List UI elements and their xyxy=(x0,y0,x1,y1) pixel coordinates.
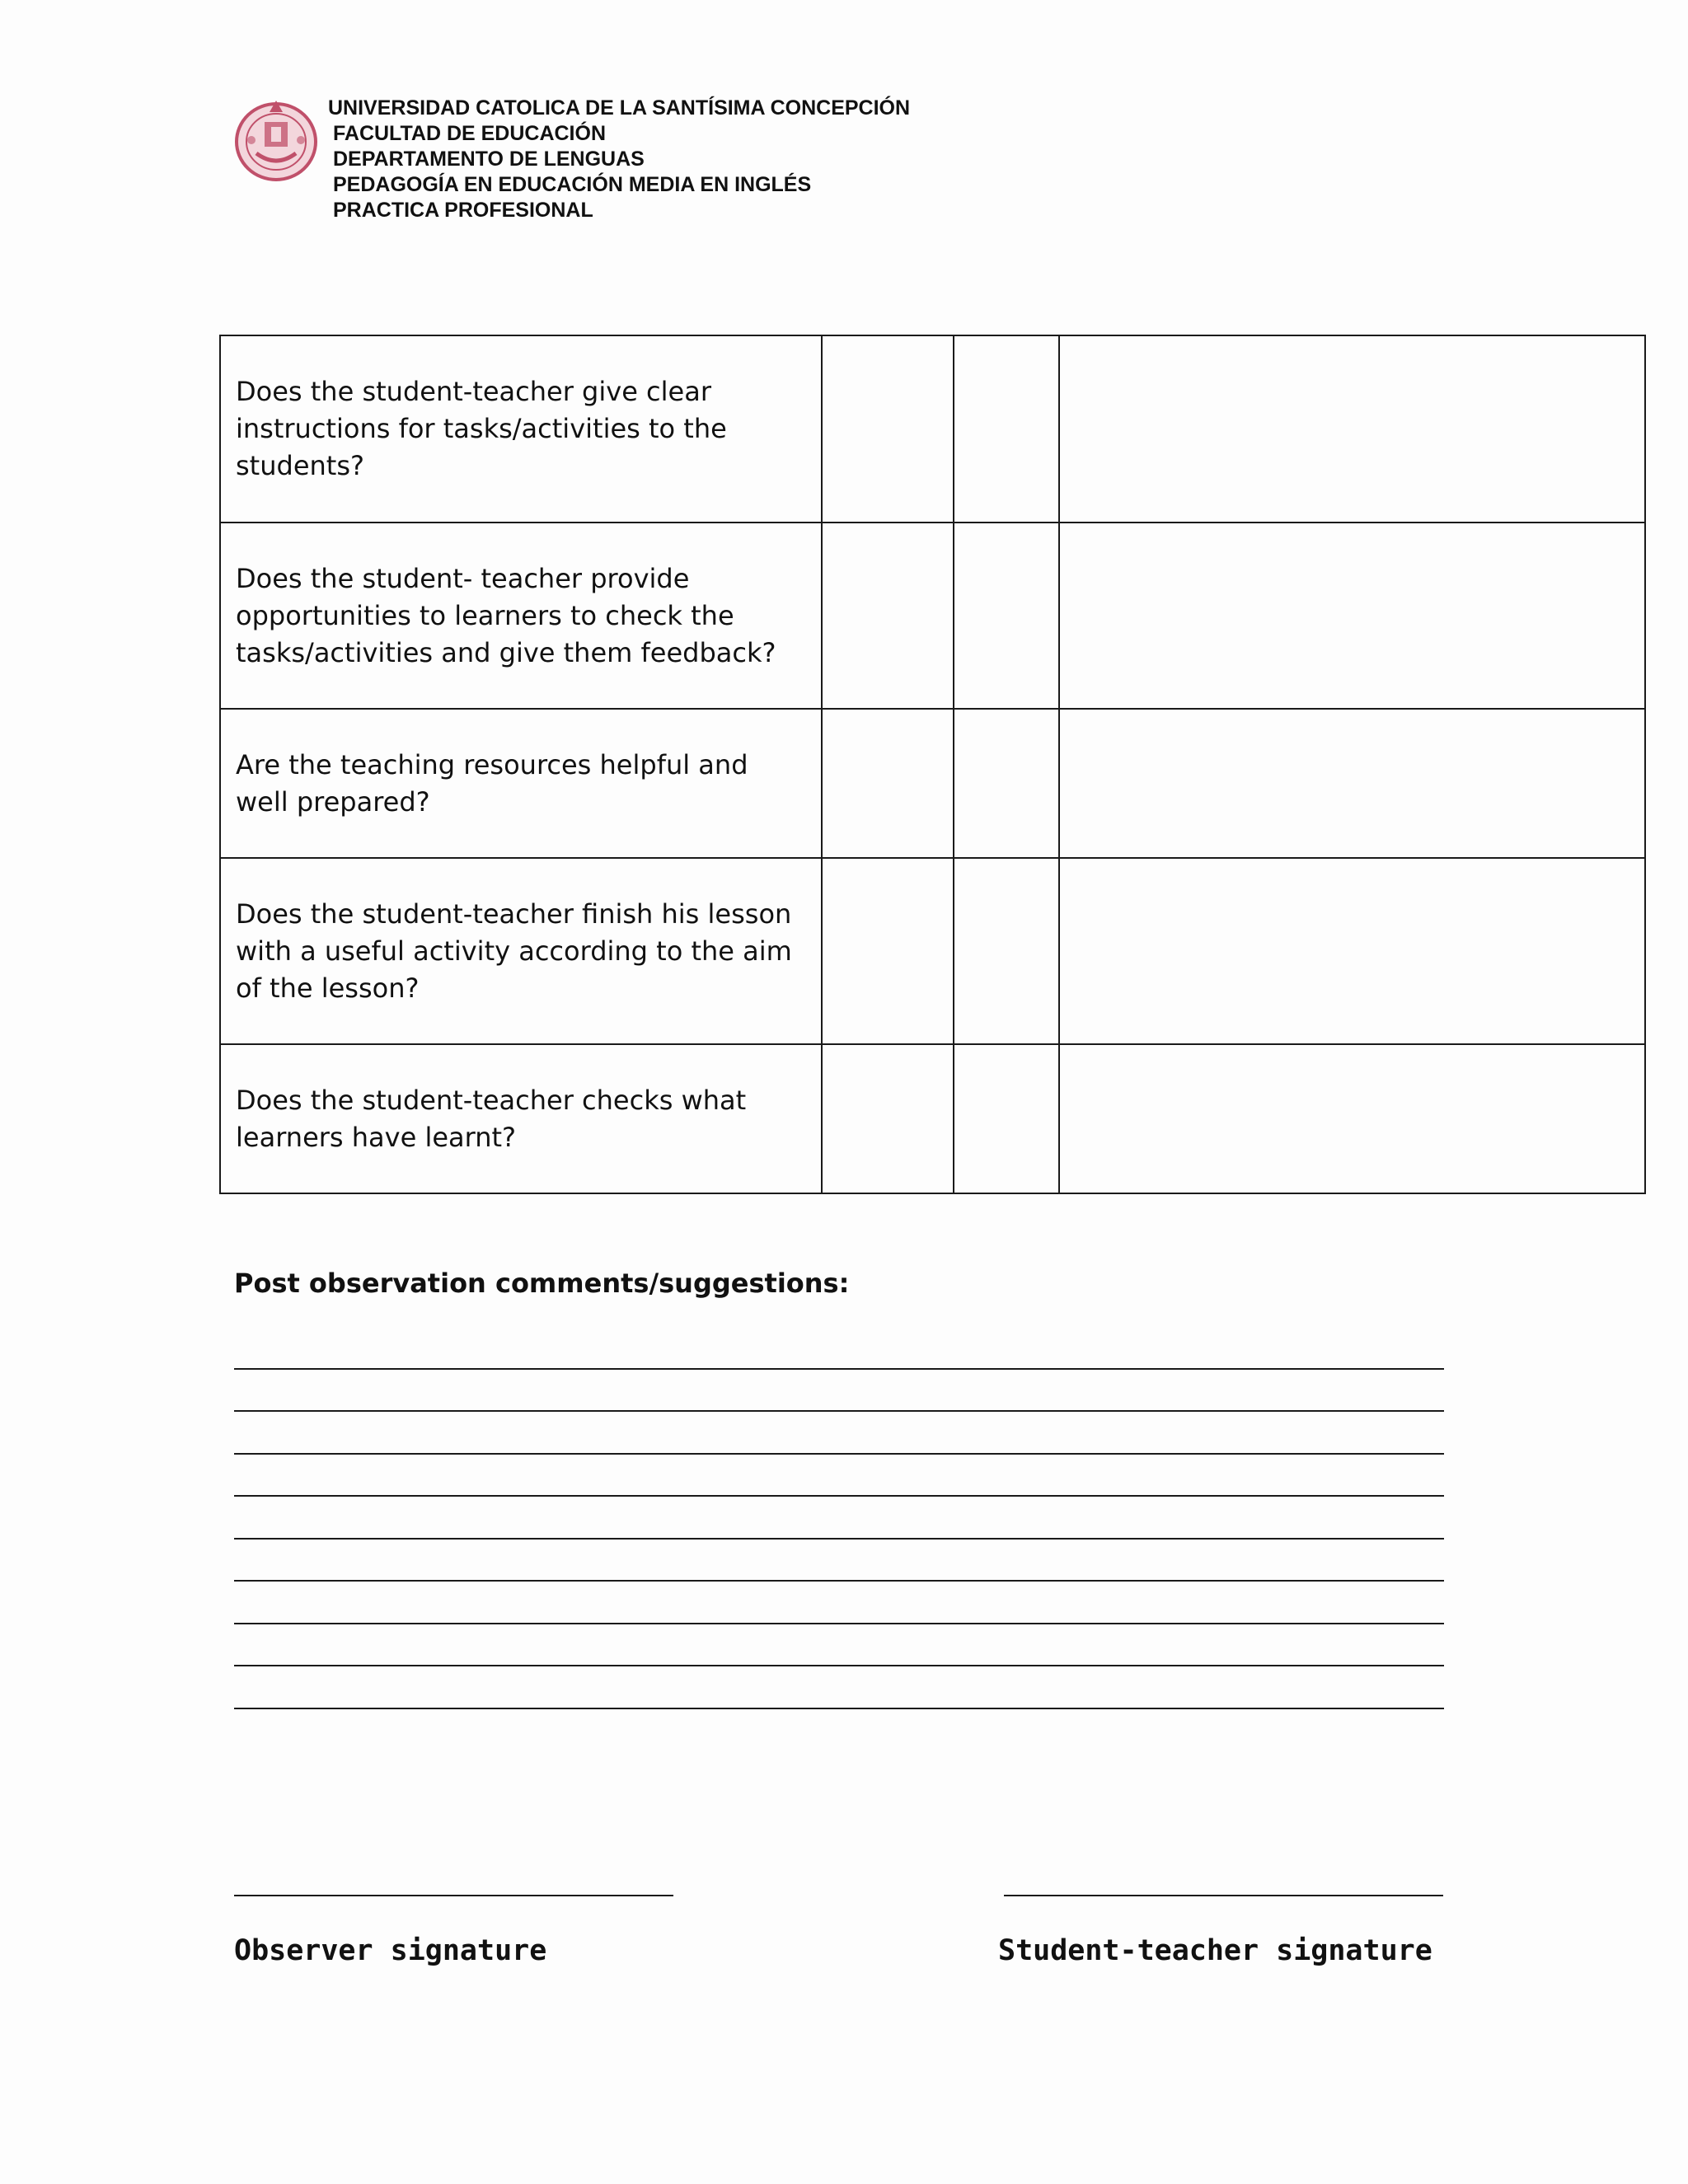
department-name: DEPARTAMENTO DE LENGUAS xyxy=(333,148,645,171)
course-name: PRACTICA PROFESIONAL xyxy=(333,199,593,222)
comment-line[interactable] xyxy=(234,1368,1444,1370)
comment-line[interactable] xyxy=(234,1665,1444,1666)
comments-cell[interactable] xyxy=(1059,709,1645,858)
rating-cell-2[interactable] xyxy=(954,335,1059,523)
evaluation-table xyxy=(219,335,1646,1194)
comments-label: Post observation comments/suggestions: xyxy=(234,1268,850,1299)
comment-line[interactable] xyxy=(234,1580,1444,1582)
comment-line[interactable] xyxy=(234,1453,1444,1455)
comments-cell[interactable] xyxy=(1059,335,1645,523)
rating-cell-1[interactable] xyxy=(822,858,954,1044)
rating-cell-1[interactable] xyxy=(822,709,954,858)
comments-cell[interactable] xyxy=(1059,858,1645,1044)
table-row xyxy=(220,523,1645,709)
faculty-name: FACULTAD DE EDUCACIÓN xyxy=(333,122,607,145)
student-teacher-signature-line[interactable] xyxy=(1004,1895,1443,1896)
comment-line[interactable] xyxy=(234,1495,1444,1497)
comments-cell[interactable] xyxy=(1059,523,1645,709)
university-seal-icon xyxy=(233,94,320,185)
question-cell: Does the student-teacher give clear instructions for tasks/activities to the students? xyxy=(220,335,822,523)
table-row xyxy=(220,709,1645,858)
rating-cell-2[interactable] xyxy=(954,709,1059,858)
table-row xyxy=(220,858,1645,1044)
program-name: PEDAGOGÍA EN EDUCACIÓN MEDIA EN INGLÉS xyxy=(333,173,812,196)
student-teacher-signature-label: Student-teacher signature xyxy=(998,1934,1432,1967)
rating-cell-1[interactable] xyxy=(822,1044,954,1193)
question-cell: Does the student-teacher finish his lesson with a useful activity according to the aim of the lesson? xyxy=(220,858,822,1044)
rating-cell-2[interactable] xyxy=(954,1044,1059,1193)
comment-line[interactable] xyxy=(234,1623,1444,1624)
observer-signature-line[interactable] xyxy=(234,1895,673,1896)
rating-cell-2[interactable] xyxy=(954,858,1059,1044)
rating-cell-2[interactable] xyxy=(954,523,1059,709)
university-name: UNIVERSIDAD CATOLICA DE LA SANTÍSIMA CONCEPCIÓN xyxy=(328,96,911,120)
rating-cell-1[interactable] xyxy=(822,335,954,523)
rating-cell-1[interactable] xyxy=(822,523,954,709)
question-cell: Does the student-teacher checks what learners have learnt? xyxy=(220,1044,822,1193)
question-cell: Does the student- teacher provide opportunities to learners to check the tasks/activities and give them feedback? xyxy=(220,523,822,709)
comment-line[interactable] xyxy=(234,1538,1444,1540)
table-row xyxy=(220,335,1645,523)
comments-cell[interactable] xyxy=(1059,1044,1645,1193)
question-cell: Are the teaching resources helpful and well prepared? xyxy=(220,709,822,858)
comment-line[interactable] xyxy=(234,1410,1444,1412)
institution-header xyxy=(328,96,910,223)
comment-line[interactable] xyxy=(234,1708,1444,1709)
observer-signature-label: Observer signature xyxy=(234,1934,547,1967)
table-row xyxy=(220,1044,1645,1193)
